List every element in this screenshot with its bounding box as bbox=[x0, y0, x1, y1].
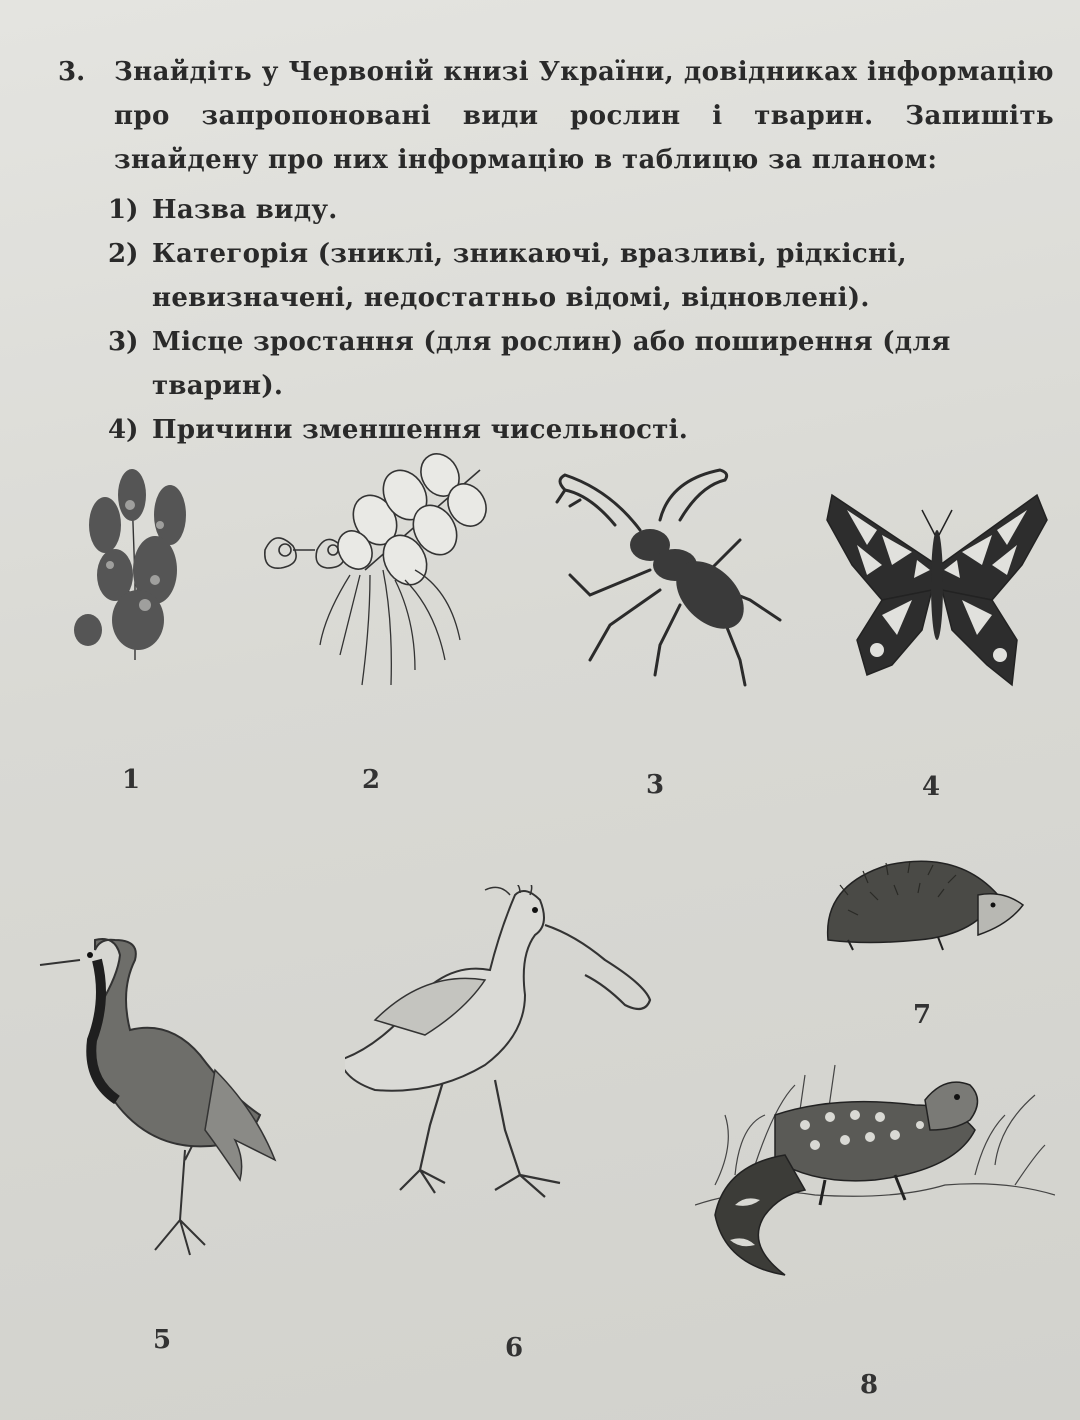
figure-label: 2 bbox=[362, 765, 381, 795]
list-item-number: 2) bbox=[108, 239, 139, 269]
list-item bbox=[108, 232, 1058, 320]
task-instruction: Знайдіть у Червоній книзі України, довідниках інформацію про запропоновані види рослин і тварин. Запишіть знайдену про них інформацію в таблицю за планом: bbox=[114, 57, 1054, 175]
figure-label: 8 bbox=[860, 1370, 879, 1400]
spoonbill-icon bbox=[345, 885, 675, 1225]
figure-label: 6 bbox=[505, 1333, 524, 1363]
list-item-text: Причини зменшення чисельності. bbox=[152, 415, 689, 445]
stag-beetle-icon bbox=[550, 460, 790, 690]
list-item bbox=[108, 188, 1058, 232]
water-fern-icon bbox=[255, 450, 505, 695]
task-number: 3. bbox=[58, 57, 86, 87]
list-item bbox=[108, 320, 1058, 408]
list-item-number: 4) bbox=[108, 415, 139, 445]
list-item-text: Місце зростання (для рослин) або поширення (для тварин). bbox=[152, 327, 951, 401]
figure-label: 3 bbox=[646, 770, 665, 800]
crane-icon bbox=[35, 930, 305, 1270]
list-item-number: 3) bbox=[108, 327, 139, 357]
genet-icon bbox=[695, 1055, 1055, 1295]
hedgehog-icon bbox=[818, 855, 1028, 955]
figure-label: 7 bbox=[913, 1000, 932, 1030]
list-item-text: Категорія (зниклі, зникаючі, вразливі, рідкісні, невизначені, недостатньо відомі, відновлені). bbox=[152, 239, 907, 313]
list-item-number: 1) bbox=[108, 195, 139, 225]
list-item bbox=[108, 408, 1058, 452]
list-item-text: Назва виду. bbox=[152, 195, 338, 225]
shrub-icon bbox=[60, 455, 210, 665]
figure-label: 4 bbox=[922, 772, 941, 802]
plan-list bbox=[108, 188, 1058, 452]
figure-label: 5 bbox=[153, 1325, 172, 1355]
swallowtail-butterfly-icon bbox=[822, 490, 1052, 700]
figure-label: 1 bbox=[122, 765, 141, 795]
